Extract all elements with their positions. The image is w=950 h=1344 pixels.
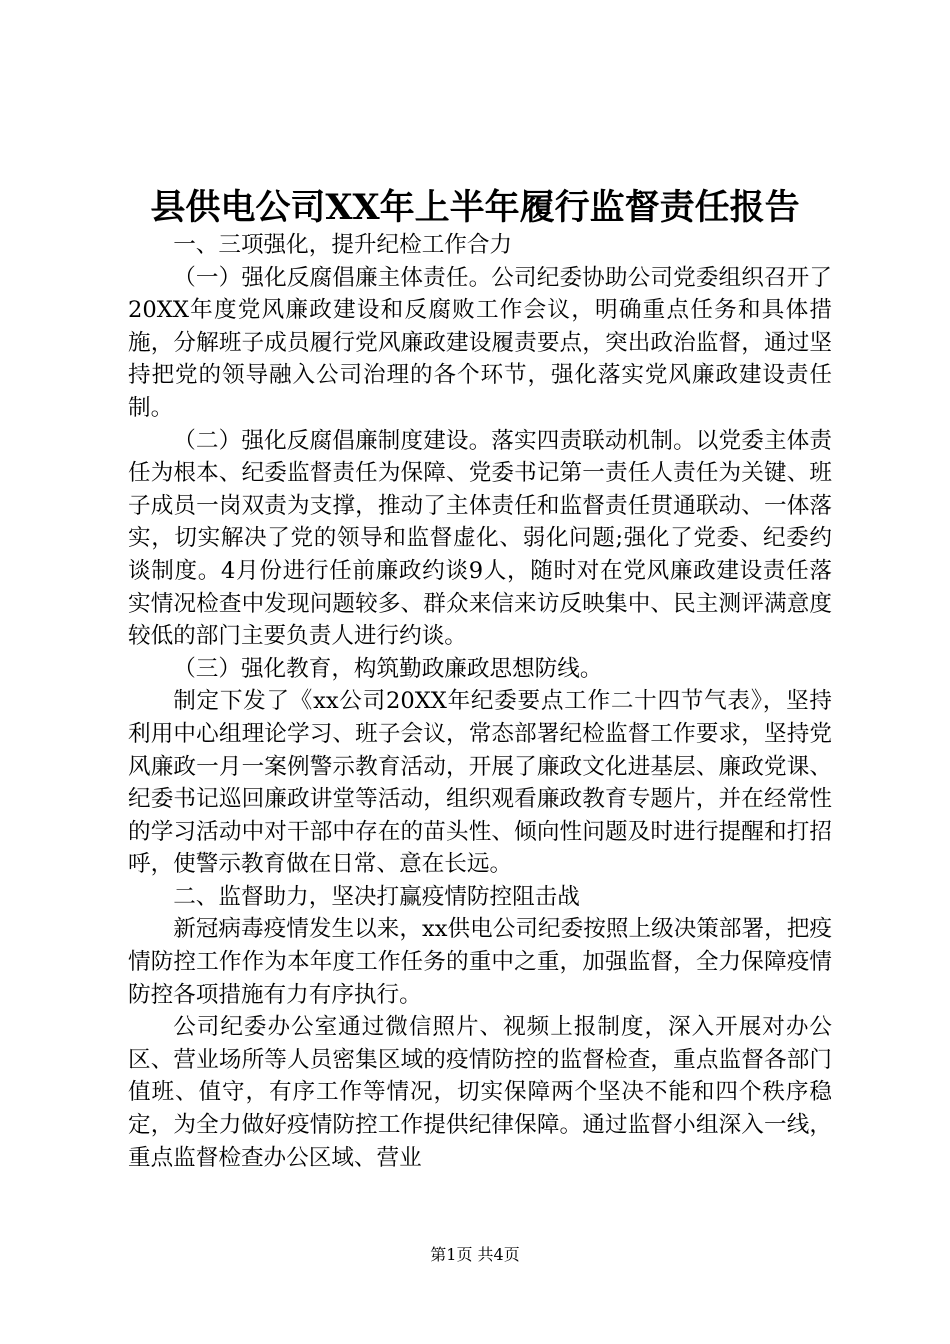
document-title: 县供电公司XX年上半年履行监督责任报告	[150, 187, 800, 228]
paragraph: （一）强化反腐倡廉主体责任。公司纪委协助公司党委组织召开了20XX年度党风廉政建设和反腐败工作会议，明确重点任务和具体措施，分解班子成员履行党风廉政建设履责要点，突出政治监督，通过坚持把党的领导融入公司治理的各个环节，强化落实党风廉政建设责任制。	[128, 264, 832, 421]
document-body	[128, 229, 832, 1174]
paragraph: 新冠病毒疫情发生以来，xx供电公司纪委按照上级决策部署，把疫情防控工作作为本年度工作任务的重中之重，加强监督，全力保障疫情防控各项措施有力有序执行。	[128, 916, 832, 1008]
paragraph: 公司纪委办公室通过微信照片、视频上报制度，深入开展对办公区、营业场所等人员密集区域的疫情防控的监督检查，重点监督各部门值班、值守，有序工作等情况，切实保障两个坚决不能和四个秩序稳定，为全力做好疫情防控工作提供纪律保障。通过监督小组深入一线，重点监督检查办公区域、营业	[128, 1014, 832, 1171]
paragraph: 制定下发了《xx公司20XX年纪委要点工作二十四节气表》，坚持利用中心组理论学习、班子会议，常态部署纪检监督工作要求，坚持党风廉政一月一案例警示教育活动，开展了廉政文化进基层、廉政党课、纪委书记巡回廉政讲堂等活动，组织观看廉政教育专题片，并在经常性的学习活动中对干部中存在的苗头性、倾向性问题及时进行提醒和打招呼，使警示教育做在日常、意在长远。	[128, 688, 832, 878]
paragraph: （二）强化反腐倡廉制度建设。落实四责联动机制。以党委主体责任为根本、纪委监督责任为保障、党委书记第一责任人责任为关键、班子成员一岗双责为支撑，推动了主体责任和监督责任贯通联动、一体落实，切实解决了党的领导和监督虚化、弱化问题;强化了党委、纪委约谈制度。4月份进行任前廉政约谈9人，随时对在党风廉政建设责任落实情况检查中发现问题较多、群众来信来访反映集中、民主测评满意度较低的部门主要负责人进行约谈。	[128, 427, 832, 650]
section-heading: 二、监督助力，坚决打赢疫情防控阻击战	[173, 883, 580, 910]
paragraph: （三）强化教育，构筑勤政廉政思想防线。	[173, 655, 603, 682]
section-heading: 一、三项强化，提升纪检工作合力	[173, 232, 513, 258]
page-footer: 第1页 共4页	[430, 1245, 520, 1264]
